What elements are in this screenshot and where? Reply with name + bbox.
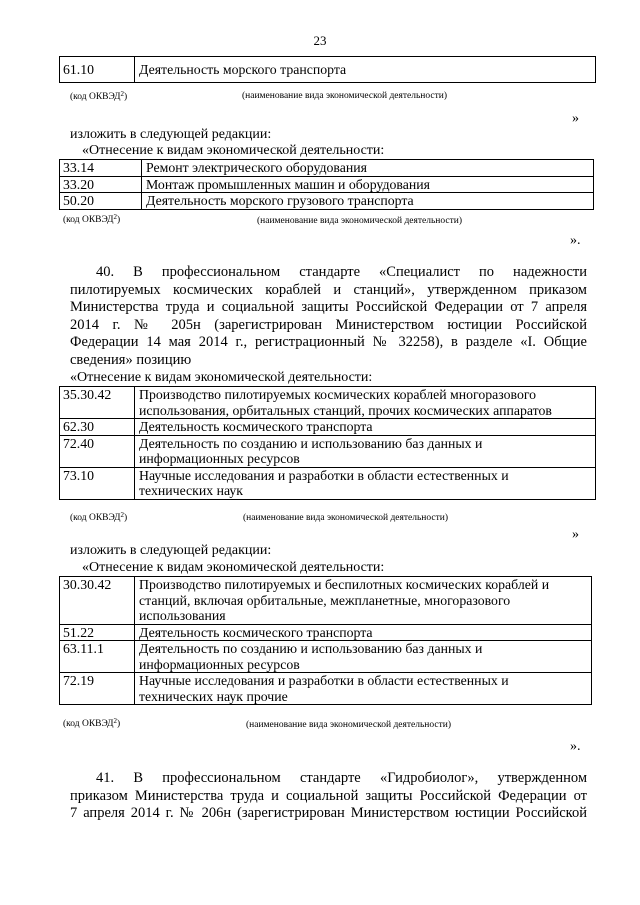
activity-name: Научные исследования и разработки в области естественных и технических наук bbox=[135, 467, 596, 499]
paragraph-line: сведения» позицию bbox=[70, 351, 192, 368]
table-row bbox=[60, 160, 594, 177]
okved-code: 61.10 bbox=[60, 57, 135, 83]
page-number: 23 bbox=[313, 33, 327, 48]
table-caption-name: (наименование вида экономической деятельности) bbox=[246, 720, 451, 730]
okved-code: 33.20 bbox=[60, 176, 142, 193]
paragraph-line: 41. В профессиональном стандарте «Гидробиолог», утвержденном bbox=[96, 770, 587, 786]
activity-name: Деятельность морского грузового транспорта bbox=[142, 193, 594, 210]
table-row bbox=[60, 57, 596, 83]
paragraph-line: приказом Министерства труда и социальной защиты Российской Федерации от bbox=[70, 787, 587, 804]
okved-code: 72.19 bbox=[60, 673, 135, 705]
table-row bbox=[60, 419, 596, 436]
table-caption-code: (код ОКВЭД$^2$) bbox=[70, 90, 128, 102]
activity-name: Ремонт электрического оборудования bbox=[142, 160, 594, 177]
okved-code: 35.30.42 bbox=[60, 387, 135, 419]
paragraph-line: Министерства труда и социальной защиты Российской Федерации от 7 апреля bbox=[70, 299, 587, 315]
okved-code: 62.30 bbox=[60, 419, 135, 436]
paragraph-41 bbox=[70, 770, 587, 823]
paragraph-line: 7 апреля 2014 г. № 206н (зарегистрирован Министерством юстиции Российской bbox=[70, 805, 587, 821]
table-row bbox=[60, 193, 594, 210]
relation-title: «Отнесение к видам экономической деятельности: bbox=[70, 370, 373, 385]
activity-name: Научные исследования и разработки в области естественных и технических наук прочие bbox=[135, 673, 592, 705]
table-caption-code: (код ОКВЭД$^2$) bbox=[63, 717, 121, 729]
paragraph-line: 2014 г. № 205н (зарегистрирован Министерством юстиции Российской bbox=[70, 316, 587, 333]
okved-table-new-1 bbox=[59, 159, 594, 210]
state-as-text: изложить в следующей редакции: bbox=[70, 543, 272, 558]
table-caption-name: (наименование вида экономической деятельности) bbox=[242, 91, 447, 101]
activity-name: Деятельность космического транспорта bbox=[135, 419, 596, 436]
table-row bbox=[60, 577, 592, 625]
table-caption-code: (код ОКВЭД$^2$) bbox=[70, 511, 128, 523]
paragraph-line: пилотируемых космических кораблей и станций», утвержденном приказом bbox=[70, 281, 587, 298]
okved-code: 72.40 bbox=[60, 435, 135, 467]
okved-table-old-1 bbox=[59, 56, 596, 83]
relation-title: «Отнесение к видам экономической деятельности: bbox=[82, 560, 385, 575]
closing-quote: » bbox=[572, 527, 579, 542]
table-row bbox=[60, 387, 596, 419]
table-row bbox=[60, 435, 596, 467]
okved-code: 50.20 bbox=[60, 193, 142, 210]
paragraph-line: Федерации 14 мая 2014 г., регистрационный № 32258), в разделе «I. Общие bbox=[70, 334, 587, 350]
okved-table-old-2 bbox=[59, 386, 596, 500]
closing-quote: » bbox=[572, 111, 579, 126]
table-row bbox=[60, 624, 592, 641]
activity-name: Деятельность по созданию и использованию баз данных и информационных ресурсов bbox=[135, 435, 596, 467]
table-row bbox=[60, 641, 592, 673]
okved-code: 73.10 bbox=[60, 467, 135, 499]
table-caption-name: (наименование вида экономической деятельности) bbox=[257, 216, 462, 226]
table-row bbox=[60, 673, 592, 705]
activity-name: Производство пилотируемых космических кораблей многоразового использования, орбитальных станций, прочих космических аппаратов bbox=[135, 387, 596, 419]
activity-name: Деятельность морского транспорта bbox=[135, 57, 596, 83]
activity-name: Производство пилотируемых и беспилотных космических кораблей и станций, включая орбитальные, межпланетные, многоразового использования bbox=[135, 577, 592, 625]
table-row bbox=[60, 467, 596, 499]
table-caption-code: (код ОКВЭД$^2$) bbox=[63, 213, 121, 225]
state-as-text: изложить в следующей редакции: bbox=[70, 127, 272, 142]
activity-name: Монтаж промышленных машин и оборудования bbox=[142, 176, 594, 193]
okved-code: 30.30.42 bbox=[60, 577, 135, 625]
activity-name: Деятельность космического транспорта bbox=[135, 624, 592, 641]
relation-title: «Отнесение к видам экономической деятельности: bbox=[82, 143, 385, 158]
paragraph-line: 40. В профессиональном стандарте «Специалист по надежности bbox=[96, 264, 587, 280]
paragraph-40 bbox=[70, 264, 587, 369]
closing-quote: ». bbox=[570, 739, 581, 754]
table-caption-name: (наименование вида экономической деятельности) bbox=[243, 513, 448, 523]
closing-quote: ». bbox=[570, 233, 581, 248]
okved-table-new-2 bbox=[59, 576, 592, 705]
table-row bbox=[60, 176, 594, 193]
okved-code: 33.14 bbox=[60, 160, 142, 177]
okved-code: 51.22 bbox=[60, 624, 135, 641]
activity-name: Деятельность по созданию и использованию баз данных и информационных ресурсов bbox=[135, 641, 592, 673]
okved-code: 63.11.1 bbox=[60, 641, 135, 673]
